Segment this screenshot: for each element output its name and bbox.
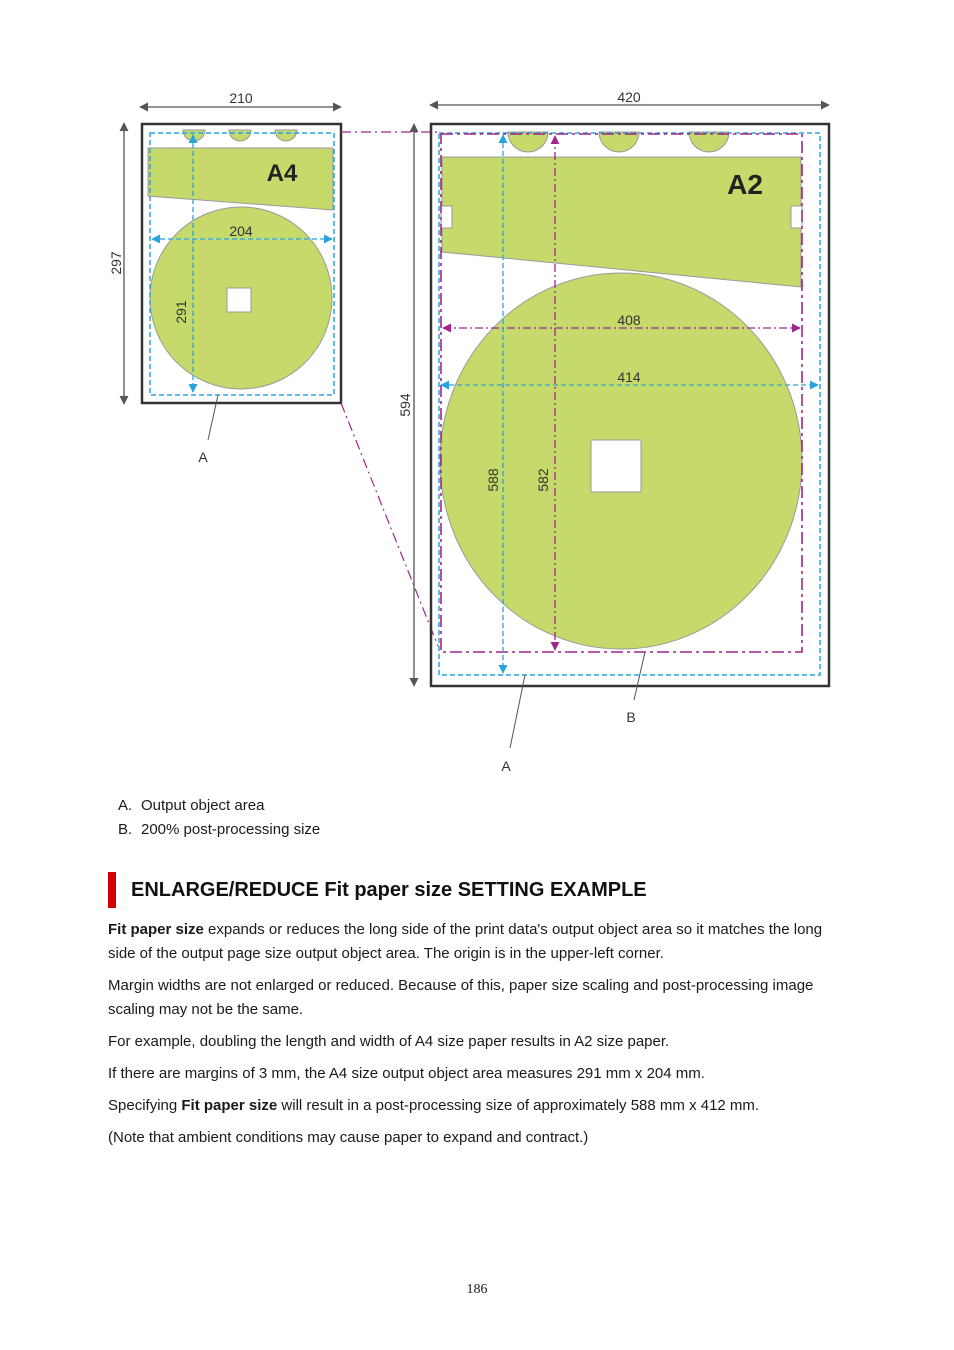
- page-number: 186: [466, 1282, 488, 1297]
- a4-sheet: [108, 90, 341, 465]
- section-body: [108, 918, 848, 1158]
- a4-label: A4: [266, 160, 298, 187]
- a2-width-label: 420: [617, 89, 641, 105]
- legend-letter: A.: [118, 797, 133, 814]
- bold-term: Fit paper size: [108, 921, 204, 938]
- legend-item: [118, 818, 320, 842]
- heading-accent-bar: [108, 872, 116, 908]
- a4-inner-width-label: 204: [229, 223, 253, 239]
- legend-text: 200% post-processing size: [141, 821, 321, 838]
- a4-height-label: 297: [108, 251, 124, 275]
- paragraph: [108, 918, 848, 966]
- a2-414-label: 414: [617, 369, 641, 385]
- paragraph: For example, doubling the length and width of A4 size paper results in A2 size paper.: [108, 1033, 670, 1050]
- a4-width-label: 210: [229, 90, 253, 106]
- paragraph: If there are margins of 3 mm, the A4 size output object area measures 291 mm x 204 mm.: [108, 1065, 705, 1082]
- paragraph-text: Specifying: [108, 1097, 182, 1114]
- paragraph: [108, 1094, 848, 1118]
- legend-text: Output object area: [141, 797, 265, 814]
- a4-inner-height-label: 291: [173, 300, 189, 324]
- a4-callout-a: A: [198, 449, 208, 465]
- a2-callout-b: B: [626, 709, 636, 725]
- bold-term: Fit paper size: [181, 1097, 278, 1114]
- paragraph: Margin widths are not enlarged or reduced. Because of this, paper size scaling and post-processing image scaling may not be the same.: [108, 977, 814, 1018]
- paragraph-text: will result in a post-processing size of approximately 588 mm x 412 mm.: [277, 1097, 760, 1114]
- a2-588-label: 588: [485, 468, 501, 492]
- a2-408-label: 408: [617, 312, 641, 328]
- a2-sheet: [397, 89, 829, 774]
- paragraph: (Note that ambient conditions may cause paper to expand and contract.): [108, 1129, 589, 1146]
- a2-callout-a: A: [501, 758, 511, 774]
- section-title: ENLARGE/REDUCE Fit paper size SETTING EXAMPLE: [131, 878, 647, 901]
- paragraph-text: expands or reduces the long side of the print data's output object area so it matches the long side of the output page size output object area. The origin is in the upper-left corner.: [108, 921, 823, 962]
- section-heading: [108, 872, 647, 908]
- a2-label: A2: [727, 169, 763, 200]
- legend-item: [118, 794, 320, 818]
- legend-letter: B.: [118, 821, 133, 838]
- figure-legend: [118, 794, 320, 842]
- a2-582-label: 582: [535, 468, 551, 492]
- a2-height-label: 594: [397, 393, 413, 417]
